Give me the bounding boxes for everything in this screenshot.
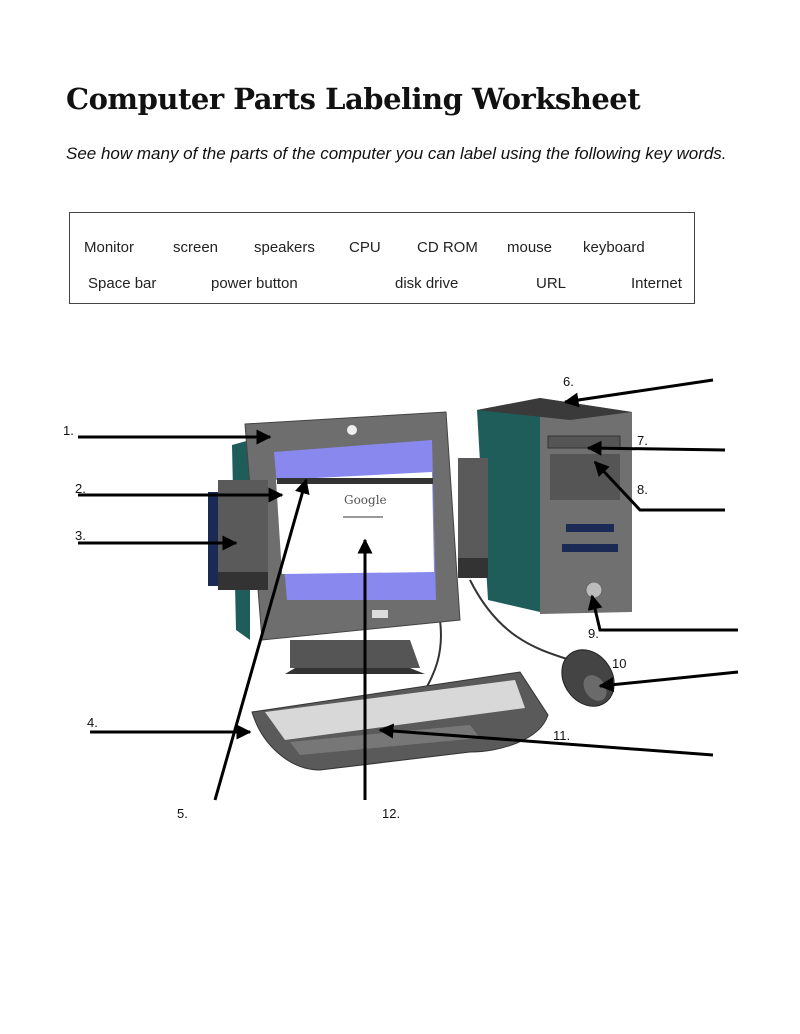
label-1: 1.	[63, 423, 74, 438]
word-url: URL	[536, 275, 567, 292]
label-7: 7.	[637, 433, 648, 448]
label-6: 6.	[563, 374, 574, 389]
word-keyboard: keyboard	[583, 239, 645, 256]
word-internet: Internet	[631, 275, 682, 292]
label-8: 8.	[637, 482, 648, 497]
word-space-bar: Space bar	[88, 275, 157, 292]
label-10: 10	[612, 656, 627, 671]
cpu-tower	[477, 398, 632, 614]
label-5: 5.	[177, 806, 188, 821]
word-speakers: speakers	[254, 239, 315, 256]
label-9: 9.	[588, 626, 599, 641]
word-mouse: mouse	[507, 239, 553, 256]
label-2: 2.	[75, 481, 86, 496]
label-4: 4.	[87, 715, 98, 730]
worksheet-title: Computer Parts Labeling Worksheet	[66, 82, 641, 116]
word-disk-drive: disk drive	[395, 275, 459, 292]
label-3: 3.	[75, 528, 86, 543]
word-screen: screen	[173, 239, 219, 256]
label-11: 11.	[553, 728, 571, 743]
label-12: 12.	[382, 806, 401, 821]
mouse	[551, 640, 625, 717]
word-cpu: CPU	[349, 239, 381, 256]
word-power-button: power button	[211, 275, 298, 292]
instructions: See how many of the parts of the computer you can label using the following key words.	[66, 144, 727, 163]
google-logo-text: Google	[344, 493, 387, 507]
word-monitor: Monitor	[84, 239, 135, 256]
keyboard	[252, 672, 548, 770]
word-cd-rom: CD ROM	[417, 239, 478, 256]
